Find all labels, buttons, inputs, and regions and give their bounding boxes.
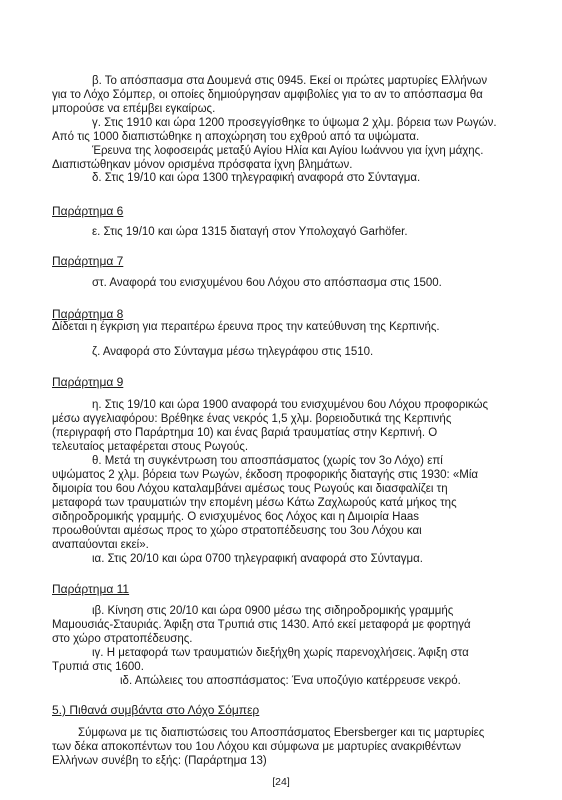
- paragraph-line: ιδ. Απώλειες του αποσπάσματος: Ένα υποζύγιο κατέρρευσε νεκρό.: [120, 675, 461, 687]
- paragraph-line: θ. Μετά τη συγκέντρωση του αποσπάσματος (χωρίς τον 3ο Λόχο) επί: [92, 455, 443, 467]
- paragraph-line: στο χώρο στρατοπέδευσης.: [52, 633, 193, 645]
- paragraph-line: Μαμουσιάς-Σταυριάς. Άφιξη στα Τρυπιά στις 1430. Από εκεί μεταφορά με φορτηγά: [52, 619, 471, 631]
- paragraph-line: μπορούσε να επέμβει εγκαίρως.: [52, 103, 216, 115]
- page-number: [24]: [272, 776, 290, 788]
- paragraph-line: γ. Στις 1910 και ώρα 1200 προσεγγίσθηκε το ύψωμα 2 χλμ. βόρεια των Ρωγών.: [92, 117, 497, 129]
- paragraph-line: υψώματος 2 χλμ. βόρεια των Ρωγών, έκδοση προφορικής διαταγής στις 1930: «Μία: [52, 469, 479, 481]
- paragraph-line: β. Το απόσπασμα στα Δουμενά στις 0945. Εκεί οι πρώτες μαρτυρίες Ελλήνων: [92, 75, 488, 87]
- paragraph-line: των δέκα αποκοπέντων του 1ου Λόχου και σύμφωνα με μαρτυρίες ανακριθέντων: [52, 741, 462, 753]
- paragraph-line: διμοιρία του 6ου Λόχου καταλαμβάνει αμέσως τους Ρωγούς και διασφαλίζει τη: [52, 483, 448, 495]
- paragraph-line: Δίδεται η έγκριση για περαιτέρω έρευνα προς την κατεύθυνση της Κερπινής.: [52, 321, 440, 333]
- annex-heading: Παράρτημα 6: [52, 204, 124, 218]
- paragraph-line: στ. Αναφορά του ενισχυμένου 6ου Λόχου στο απόσπασμα στις 1500.: [92, 277, 442, 289]
- paragraph-line: Από τις 1000 διαπιστώθηκε η αποχώρηση του εχθρού από τα υψώματα.: [52, 131, 420, 143]
- paragraph-line: Διαπιστώθηκαν μόνον ορισμένα πρόσφατα ίχνη βλημάτων.: [52, 159, 353, 171]
- paragraph-line: Ελλήνων συνέβη το εξής: (Παράρτημα 13): [52, 755, 267, 767]
- annex-heading: Παράρτημα 8: [52, 307, 124, 321]
- paragraph-line: ζ. Αναφορά στο Σύνταγμα μέσω τηλεγράφου στις 1510.: [92, 346, 374, 358]
- annex-heading: Παράρτημα 9: [52, 375, 124, 389]
- paragraph-line: ια. Στις 20/10 και ώρα 0700 τηλεγραφική αναφορά στο Σύνταγμα.: [92, 553, 423, 565]
- section-heading: 5.) Πιθανά συμβάντα στο Λόχο Σόμπερ: [52, 703, 260, 717]
- paragraph-line: μεταφορά των τραυματιών την επομένη μέσω Κάτω Ζαχλωρούς κατά μήκος της: [52, 497, 457, 509]
- paragraph-line: μέσω αγγελιαφόρου: Βρέθηκε ένας νεκρός 1,5 χλμ. βορειοδυτικά της Κερπινής: [52, 413, 452, 425]
- annex-heading: Παράρτημα 7: [52, 254, 124, 268]
- paragraph-line: Έρευνα της λοφοσειράς μεταξύ Αγίου Ηλία και Αγίου Ιωάννου για ίχνη μάχης.: [92, 145, 484, 157]
- paragraph-line: (περιγραφή στο Παράρτημα 10) και ένας βαριά τραυματίας στην Κερπινή. Ο: [52, 427, 438, 439]
- paragraph-line: προωθούνται αμέσως προς το χώρο στρατοπέδευσης του 3ου Λόχου και: [52, 525, 422, 537]
- paragraph-line: για το Λόχο Σόμπερ, οι οποίες δημιούργησαν αμφιβολίες για το αν το απόσπασμα θα: [52, 89, 483, 101]
- paragraph-line: αναπαύονται εκεί».: [52, 539, 149, 551]
- paragraph-line: τελευταίος μεταφέρεται στους Ρωγούς.: [52, 441, 249, 453]
- paragraph-line: ιβ. Κίνηση στις 20/10 και ώρα 0900 μέσω της σιδηροδρομικής γραμμής: [92, 605, 454, 617]
- paragraph-line: Σύμφωνα με τις διαπιστώσεις του Αποσπάσματος Ebersberger και τις μαρτυρίες: [78, 727, 485, 739]
- paragraph-line: δ. Στις 19/10 και ώρα 1300 τηλεγραφική αναφορά στο Σύνταγμα.: [92, 172, 421, 184]
- paragraph-line: ιγ. Η μεταφορά των τραυματιών διεξήχθη χωρίς παρενοχλήσεις. Άφιξη στα: [92, 647, 469, 659]
- paragraph-line: ε. Στις 19/10 και ώρα 1315 διαταγή στον Υπολοχαγό Garhöfer.: [92, 226, 408, 238]
- annex-heading: Παράρτημα 11: [52, 582, 130, 596]
- paragraph-line: η. Στις 19/10 και ώρα 1900 αναφορά του ενισχυμένου 6ου Λόχου προφορικώς: [92, 399, 489, 411]
- paragraph-line: σιδηροδρομικής γραμμής. Ο ενισχυμένος 6ος Λόχος και η Διμοιρία Haas: [52, 511, 420, 523]
- paragraph-line: Τρυπιά στις 1600.: [52, 661, 144, 673]
